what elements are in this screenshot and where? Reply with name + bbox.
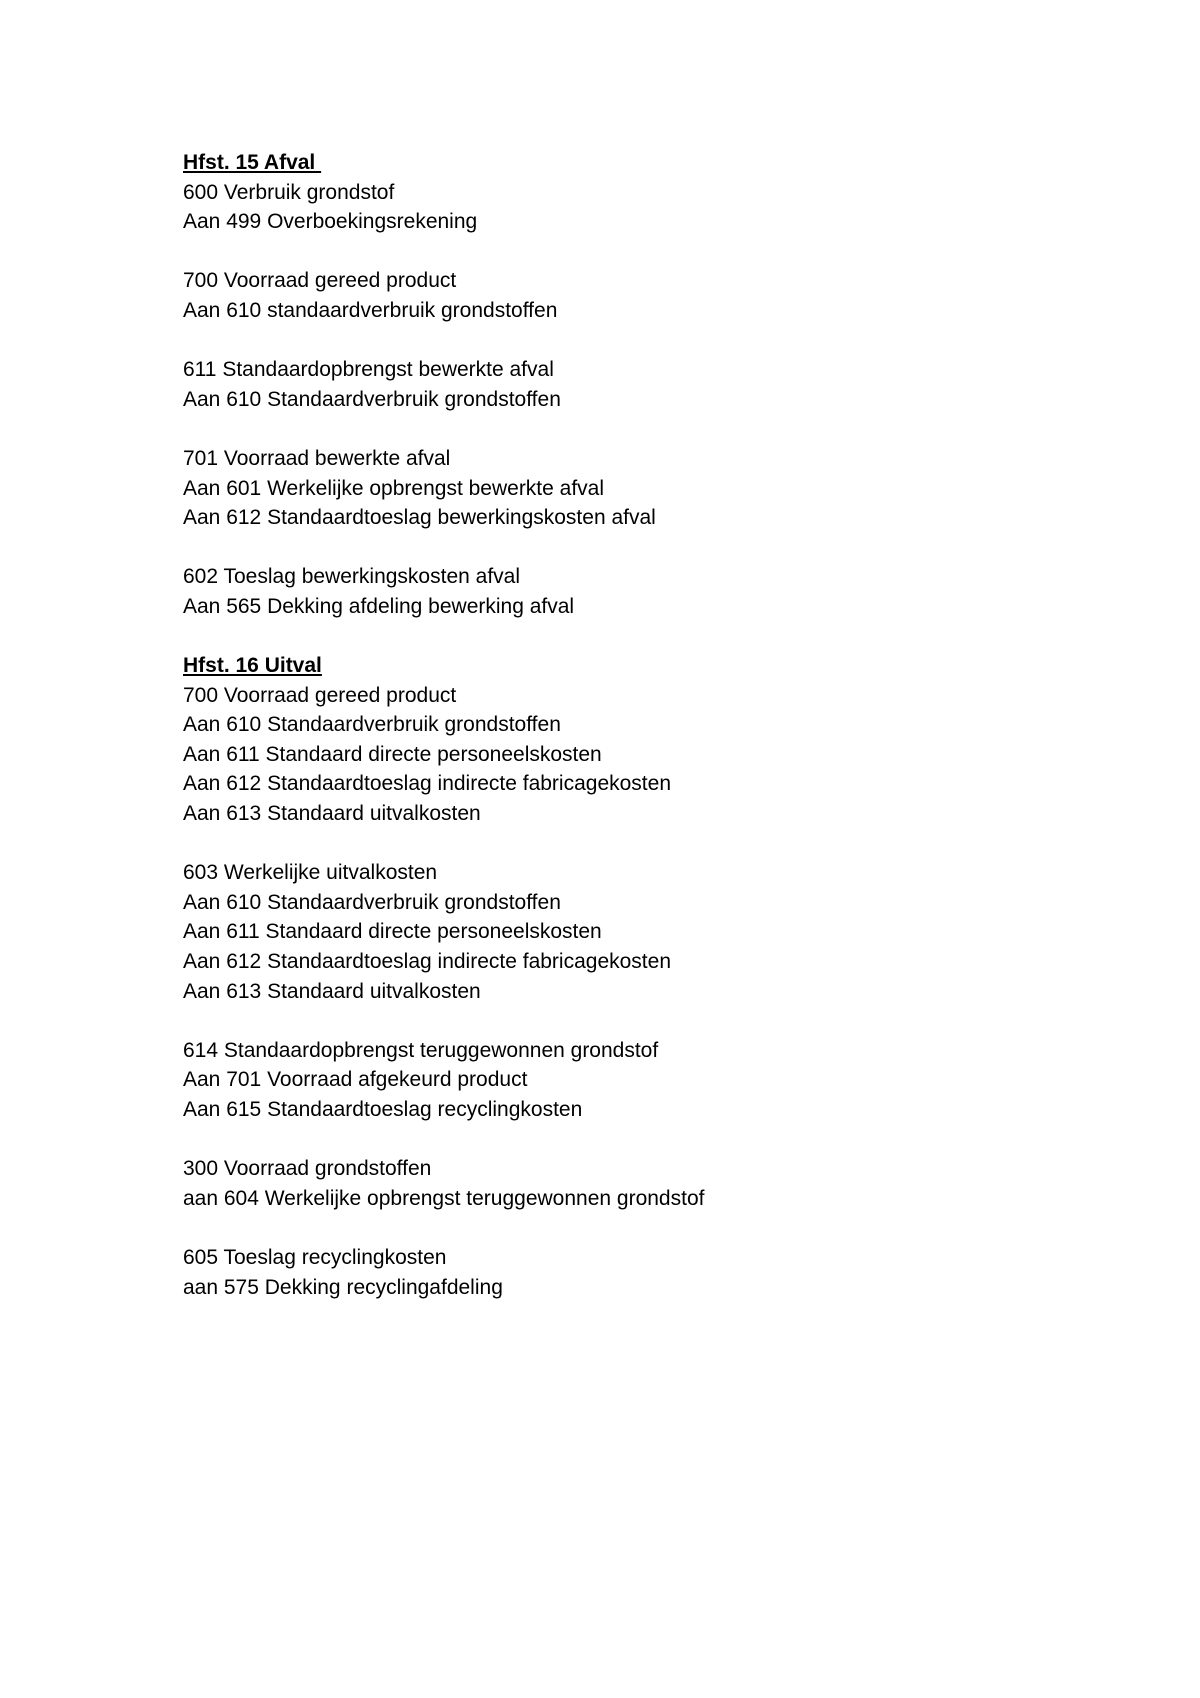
journal-entry xyxy=(183,681,1083,829)
credit-line: Aan 565 Dekking afdeling bewerking afval xyxy=(183,594,575,618)
credit-line: aan 604 Werkelijke opbrengst teruggewonnen grondstof xyxy=(183,1186,705,1210)
section-heading: Hfst. 15 Afval xyxy=(183,151,322,174)
credit-line: Aan 615 Standaardtoeslag recyclingkosten xyxy=(183,1098,583,1121)
credit-line: Aan 612 Standaardtoeslag indirecte fabricagekosten xyxy=(183,772,672,796)
journal-entry xyxy=(183,355,1083,414)
entry-spacer xyxy=(183,1213,1083,1243)
debit-line: 614 Standaardopbrengst teruggewonnen grondstof xyxy=(183,1038,659,1062)
entry-spacer xyxy=(183,829,1083,859)
credit-line: Aan 613 Standaard uitvalkosten xyxy=(183,979,481,1003)
credit-line: Aan 610 Standaardverbruik grondstoffen xyxy=(183,713,561,737)
credit-line: Aan 610 standaardverbruik grondstoffen xyxy=(183,298,558,322)
debit-line: 605 Toeslag recyclingkosten xyxy=(183,1245,447,1269)
entry-spacer xyxy=(183,1125,1083,1155)
entry-spacer xyxy=(183,1006,1083,1036)
section-spacer xyxy=(183,622,1083,652)
journal-entry xyxy=(183,1154,1083,1213)
entry-spacer xyxy=(183,237,1083,267)
entry-spacer xyxy=(183,533,1083,563)
credit-line: Aan 610 Standaardverbruik grondstoffen xyxy=(183,387,561,411)
credit-line: Aan 612 Standaardtoeslag indirecte fabricagekosten xyxy=(183,950,672,974)
credit-line: Aan 613 Standaard uitvalkosten xyxy=(183,802,481,826)
document-page xyxy=(183,148,1083,1302)
debit-line: 700 Voorraad gereed product xyxy=(183,269,457,293)
journal-entry xyxy=(183,1036,1083,1125)
journal-entry xyxy=(183,1243,1083,1302)
section-1 xyxy=(183,148,1083,651)
entry-spacer xyxy=(183,414,1083,444)
debit-line: 700 Voorraad gereed product xyxy=(183,683,457,707)
debit-line: 600 Verbruik grondstof xyxy=(183,180,395,204)
journal-entry xyxy=(183,562,1083,621)
debit-line: 611 Standaardopbrengst bewerkte afval xyxy=(183,358,554,382)
debit-line: 602 Toeslag bewerkingskosten afval xyxy=(183,565,520,589)
debit-line: 701 Voorraad bewerkte afval xyxy=(183,446,451,470)
journal-entry xyxy=(183,858,1083,1006)
credit-line: Aan 612 Standaardtoeslag bewerkingskosten afval xyxy=(183,506,656,530)
journal-entry xyxy=(183,266,1083,325)
credit-line: Aan 611 Standaard directe personeelskosten xyxy=(183,742,602,766)
credit-line: Aan 499 Overboekingsrekening xyxy=(183,210,478,234)
credit-line: Aan 701 Voorraad afgekeurd product xyxy=(183,1068,528,1092)
journal-entry xyxy=(183,178,1083,237)
journal-entry xyxy=(183,444,1083,533)
debit-line: 603 Werkelijke uitvalkosten xyxy=(183,861,438,885)
credit-line: Aan 601 Werkelijke opbrengst bewerkte afval xyxy=(183,476,605,500)
credit-line: Aan 610 Standaardverbruik grondstoffen xyxy=(183,890,561,914)
credit-line: Aan 611 Standaard directe personeelskosten xyxy=(183,920,602,944)
section-heading: Hfst. 16 Uitval xyxy=(183,654,322,678)
debit-line: 300 Voorraad grondstoffen xyxy=(183,1157,432,1181)
credit-line: aan 575 Dekking recyclingafdeling xyxy=(183,1275,503,1299)
section-2 xyxy=(183,651,1083,1302)
entry-spacer xyxy=(183,326,1083,356)
